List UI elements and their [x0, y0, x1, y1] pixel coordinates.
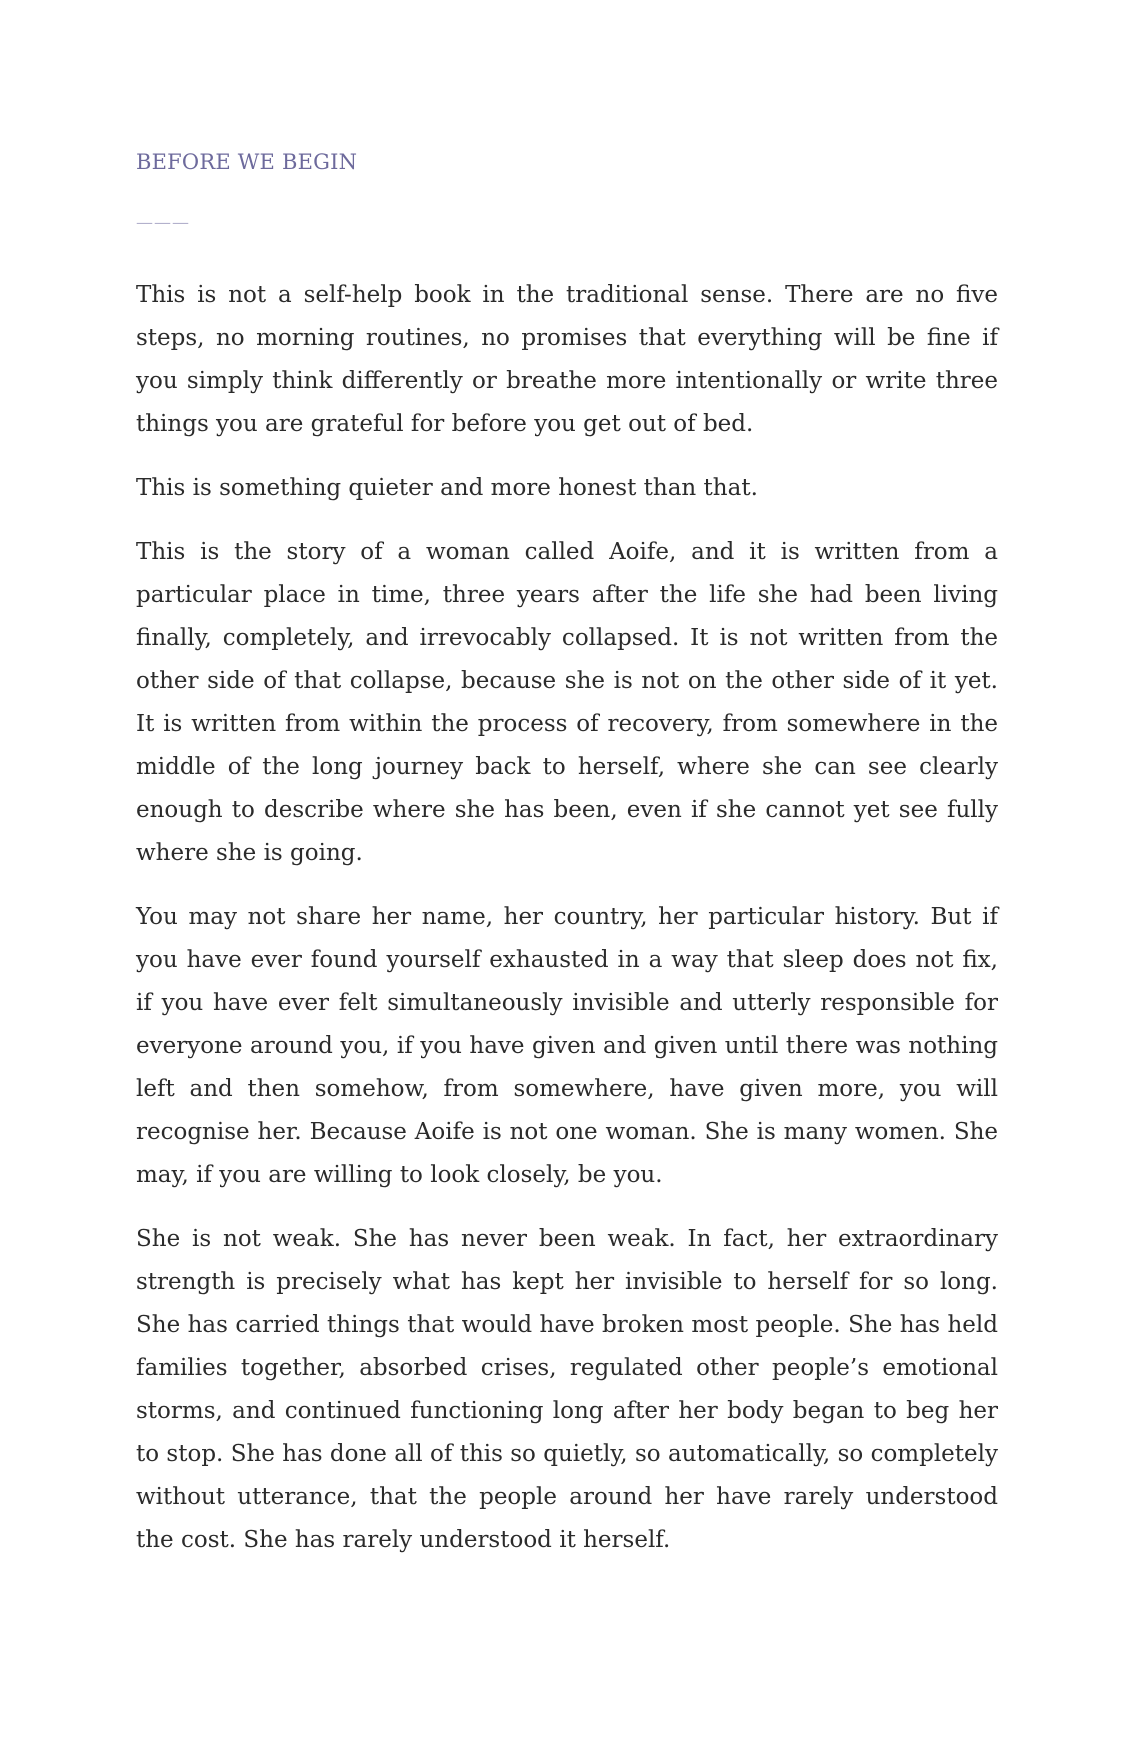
body-text	[136, 274, 998, 1583]
paragraph-5: She is not weak. She has never been weak. In fact, her extraordinary strength is precisely what has kept her invisible to herself for so long. She has carried things that would have broken most people. She has held families together, absorbed crises, regulated other people’s emotional storms, and continued functioning long after her body began to beg her to stop. She has done all of this so quietly, so automatically, so completely without utterance, that the people around her have rarely understood the cost. She has rarely understood it herself.	[136, 1226, 998, 1553]
paragraph-1: This is not a self-help book in the traditional sense. There are no five steps, no morning routines, no promises that everything will be fine if you simply think differently or breathe more intentionally or write three things you are grateful for before you get out of bed.	[136, 282, 998, 437]
section-heading: BEFORE WE BEGIN	[136, 150, 358, 174]
paragraph-3: This is the story of a woman called Aoife, and it is written from a particular place in time, three years after the life she had been living finally, completely, and irrevocably collapsed. It is not written from the other side of that collapse, because she is not on the other side of it yet. It is written from within the process of recovery, from somewhere in the middle of the long journey back to herself, where she can see clearly enough to describe where she has been, even if she cannot yet see fully where she is going.	[136, 539, 998, 866]
paragraph-2: This is something quieter and more honest than that.	[136, 475, 758, 501]
paragraph-4: You may not share her name, her country, her particular history. But if you have ever found yourself exhausted in a way that sleep does not fix, if you have ever felt simultaneously invisible and utterly responsible for everyone around you, if you have given and given until there was nothing left and then somehow, from somewhere, have given more, you will recognise her. Because Aoife is not one woman. She is many women. She may, if you are willing to look closely, be you.	[136, 904, 998, 1188]
section-divider: ———	[136, 213, 190, 233]
